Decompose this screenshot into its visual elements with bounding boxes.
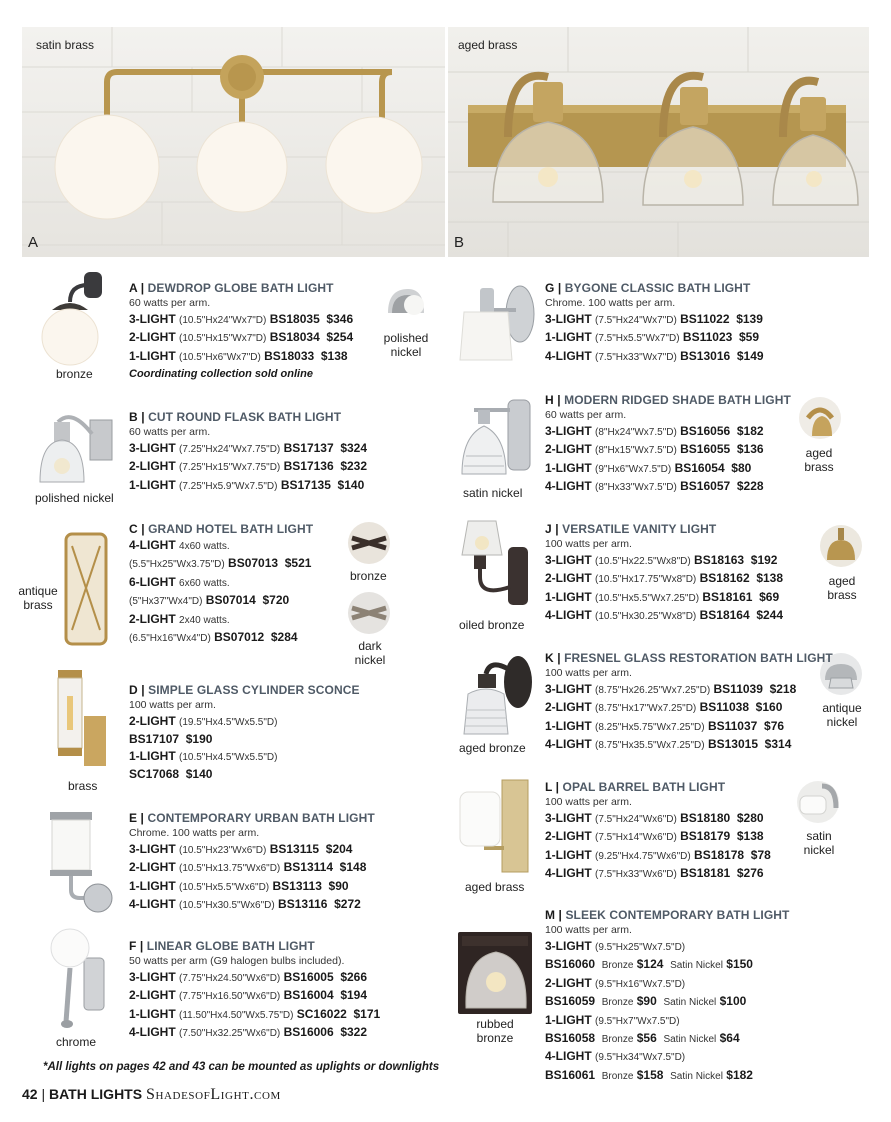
product-h-alt-finish-label: aged brass bbox=[804, 446, 834, 474]
product-k-name: FRESNEL GLASS RESTORATION BATH LIGHT bbox=[564, 651, 833, 665]
product-c-dark-nickel-swatch bbox=[346, 590, 392, 636]
product-e-option: 1-LIGHT (10.5"Hx5.5"Wx6"D) BS13113 $90 bbox=[129, 878, 349, 893]
product-h-option: 1-LIGHT (9"Hx6"Wx7.5"D) BS16054 $80 bbox=[545, 460, 752, 475]
product-l-option: 2-LIGHT (7.5"Hx14"Wx6"D) BS18179 $138 bbox=[545, 829, 764, 844]
product-c-alt-finish-label-1: bronze bbox=[350, 569, 387, 583]
product-d-row: BS17107 $190 bbox=[129, 732, 213, 747]
product-h-alt-finish-swatch bbox=[798, 396, 842, 440]
mounting-footnote: *All lights on pages 42 and 43 can be mounted as uplights or downlights bbox=[43, 1061, 440, 1073]
product-b-finish-label: polished nickel bbox=[35, 491, 114, 505]
product-d-image bbox=[52, 666, 110, 778]
product-f-option: 2-LIGHT (7.75"Hx16.50"Wx6"D) BS16004 $194 bbox=[129, 988, 368, 1003]
product-j-option: 4-LIGHT (10.5"Hx30.25"Wx8"D) BS18164 $244 bbox=[545, 608, 784, 623]
product-c-row: (5.5"Hx25"Wx3.75"D) BS07013 $521 bbox=[129, 556, 312, 571]
product-m bbox=[545, 907, 789, 1085]
product-m-wattage: 100 watts per arm. bbox=[545, 924, 632, 936]
product-l-finish-label: aged brass bbox=[465, 880, 525, 894]
product-d-row: 2-LIGHT (19.5"Hx4.5"Wx5.5"D) bbox=[129, 714, 278, 728]
product-c-finish-label: antique brass bbox=[18, 584, 58, 612]
flask-fixture-photo bbox=[448, 27, 869, 257]
product-k-option: 4-LIGHT (8.75"Hx35.5"Wx7.25"D) BS13015 $314 bbox=[545, 737, 792, 752]
product-j-finish-label: oiled bronze bbox=[459, 618, 525, 632]
product-b-wattage: 60 watts per arm. bbox=[129, 426, 211, 438]
product-m-row: BS16059 Bronze $90 Satin Nickel $100 bbox=[545, 994, 747, 1009]
dewdrop-fixture-photo bbox=[22, 27, 445, 257]
product-l bbox=[545, 779, 771, 884]
product-m-finish-label: rubbed bronze bbox=[476, 1017, 514, 1045]
product-l-wattage: 100 watts per arm. bbox=[545, 796, 632, 808]
product-j-name: VERSATILE VANITY LIGHT bbox=[562, 522, 717, 536]
product-j-image bbox=[456, 517, 536, 615]
product-g-option: 4-LIGHT (7.5"Hx33"Wx7"D) BS13016 $149 bbox=[545, 348, 764, 363]
product-l-alt-finish-swatch bbox=[796, 780, 840, 824]
product-k-option: 2-LIGHT (8.75"Hx17"Wx7.25"D) BS11038 $160 bbox=[545, 700, 783, 715]
product-a-option: 2-LIGHT (10.5"Hx15"Wx7"D) BS18034 $254 bbox=[129, 330, 354, 345]
product-h-option: 3-LIGHT (8"Hx24"Wx7.5"D) BS16056 $182 bbox=[545, 424, 764, 438]
product-f-letter: F | bbox=[129, 939, 144, 953]
product-e-letter: E | bbox=[129, 811, 144, 825]
product-l-letter: L | bbox=[545, 780, 560, 794]
product-h-option: 2-LIGHT (8"Hx15"Wx7.5"D) BS16055 $136 bbox=[545, 442, 764, 457]
product-g-letter: G | bbox=[545, 281, 562, 295]
product-h-finish-label: satin nickel bbox=[463, 486, 523, 500]
product-f-option: 1-LIGHT (11.50"Hx4.50"Wx5.75"D) SC16022 $171 bbox=[129, 1006, 381, 1021]
hero-image-a bbox=[22, 27, 445, 257]
product-f-image bbox=[46, 926, 108, 1034]
site-name: ShadesofLight.com bbox=[145, 1086, 281, 1103]
product-e-option: 3-LIGHT (10.5"Hx23"Wx6"D) BS13115 $204 bbox=[129, 842, 353, 856]
product-j-alt-finish-swatch bbox=[819, 524, 863, 568]
page-number: 42 bbox=[22, 1086, 38, 1102]
product-m-row: BS16058 Bronze $56 Satin Nickel $64 bbox=[545, 1031, 740, 1046]
hero-a-finish-caption: satin brass bbox=[36, 38, 95, 52]
product-c-letter: C | bbox=[129, 522, 145, 536]
product-k-option: 1-LIGHT (8.25"Hx5.75"Wx7.25"D) BS11037 $76 bbox=[545, 718, 785, 733]
product-c-image bbox=[62, 530, 110, 648]
product-b-letter: B | bbox=[129, 410, 145, 424]
product-g bbox=[545, 280, 764, 366]
product-f-name: LINEAR GLOBE BATH LIGHT bbox=[146, 939, 315, 953]
product-c-row: 6-LIGHT 6x60 watts. bbox=[129, 574, 230, 589]
section-title: BATH LIGHTS bbox=[49, 1086, 143, 1102]
product-g-name: BYGONE CLASSIC BATH LIGHT bbox=[564, 281, 751, 295]
product-m-row: 1-LIGHT (9.5"Hx7"Wx7.5"D) bbox=[545, 1012, 680, 1027]
product-j-option: 2-LIGHT (10.5"Hx17.75"Wx8"D) BS18162 $138 bbox=[545, 571, 784, 586]
product-m-row: 4-LIGHT (9.5"Hx34"Wx7.5"D) bbox=[545, 1049, 686, 1064]
product-e-option: 4-LIGHT (10.5"Hx30.5"Wx6"D) BS13116 $272 bbox=[129, 897, 361, 912]
product-f-option: 4-LIGHT (7.50"Hx32.25"Wx6"D) BS16006 $322 bbox=[129, 1025, 368, 1040]
product-b-option: 3-LIGHT (7.25"Hx24"Wx7.75"D) BS17137 $324 bbox=[129, 441, 368, 455]
product-k-option: 3-LIGHT (8.75"Hx26.25"Wx7.25"D) BS11039 $218 bbox=[545, 682, 797, 696]
product-l-alt-finish-label: satin nickel bbox=[803, 829, 835, 857]
product-a-alt-finish-label: polished nickel bbox=[383, 331, 429, 359]
hero-b-finish-caption: aged brass bbox=[458, 38, 518, 52]
product-c-alt-finish-label-2: dark nickel bbox=[354, 639, 386, 667]
product-h-name: MODERN RIDGED SHADE BATH LIGHT bbox=[564, 393, 791, 407]
product-e-option: 2-LIGHT (10.5"Hx13.75"Wx6"D) BS13114 $148 bbox=[129, 860, 367, 875]
product-c-name: GRAND HOTEL BATH LIGHT bbox=[148, 522, 314, 536]
product-g-option: 3-LIGHT (7.5"Hx24"Wx7"D) BS11022 $139 bbox=[545, 312, 763, 326]
product-m-row: BS16060 Bronze $124 Satin Nickel $150 bbox=[545, 957, 753, 972]
hero-image-b bbox=[448, 27, 869, 257]
product-j bbox=[545, 521, 783, 626]
product-m-row: 3-LIGHT (9.5"Hx25"Wx7.5"D) bbox=[545, 939, 686, 953]
product-a-letter: A | bbox=[129, 281, 145, 295]
product-k bbox=[545, 650, 833, 755]
product-a bbox=[129, 280, 353, 382]
product-k-image bbox=[456, 652, 536, 738]
product-e-wattage: Chrome. 100 watts per arm. bbox=[129, 827, 260, 839]
product-l-option: 4-LIGHT (7.5"Hx33"Wx6"D) BS18181 $276 bbox=[545, 866, 764, 881]
product-d-row: SC17068 $140 bbox=[129, 767, 213, 782]
product-f-wattage: 50 watts per arm (G9 halogen bulbs included). bbox=[129, 955, 345, 967]
product-h-letter: H | bbox=[545, 393, 561, 407]
product-j-letter: J | bbox=[545, 522, 559, 536]
product-f bbox=[129, 938, 380, 1043]
product-k-wattage: 100 watts per arm. bbox=[545, 667, 632, 679]
product-c-bronze-swatch bbox=[346, 520, 392, 566]
product-b-option: 1-LIGHT (7.25"Hx5.9"Wx7.5"D) BS17135 $140 bbox=[129, 477, 365, 492]
product-k-finish-label: aged bronze bbox=[459, 741, 526, 755]
product-d-letter: D | bbox=[129, 683, 145, 697]
product-h-image bbox=[456, 396, 536, 480]
product-l-name: OPAL BARREL BATH LIGHT bbox=[562, 780, 726, 794]
product-m-row: 2-LIGHT (9.5"Hx16"Wx7.5"D) bbox=[545, 975, 686, 990]
product-j-alt-finish-label: aged brass bbox=[827, 574, 857, 602]
product-d-finish-label: brass bbox=[68, 779, 98, 793]
product-b-name: CUT ROUND FLASK BATH LIGHT bbox=[148, 410, 342, 424]
product-b-option: 2-LIGHT (7.25"Hx15"Wx7.75"D) BS17136 $232 bbox=[129, 459, 368, 474]
product-j-wattage: 100 watts per arm. bbox=[545, 538, 632, 550]
product-a-finish-label: bronze bbox=[56, 367, 93, 381]
page-footer bbox=[22, 1086, 281, 1104]
product-c-row: (5"Hx37"Wx4"D) BS07014 $720 bbox=[129, 593, 290, 608]
product-a-name: DEWDROP GLOBE BATH LIGHT bbox=[147, 281, 334, 295]
product-m-row: BS16061 Bronze $158 Satin Nickel $182 bbox=[545, 1067, 753, 1082]
product-f-finish-label: chrome bbox=[56, 1035, 97, 1049]
product-l-image bbox=[456, 778, 536, 876]
product-d bbox=[129, 682, 360, 783]
product-k-alt-finish-label: antique nickel bbox=[822, 701, 862, 729]
product-a-option: 3-LIGHT (10.5"Hx24"Wx7"D) BS18035 $346 bbox=[129, 312, 354, 326]
product-a-option: 1-LIGHT (10.5"Hx6"Wx7"D) BS18033 $138 bbox=[129, 348, 348, 363]
product-c-row: (6.5"Hx16"Wx4"D) BS07012 $284 bbox=[129, 630, 298, 645]
product-m-name: SLEEK CONTEMPORARY BATH LIGHT bbox=[565, 908, 790, 922]
product-j-option: 3-LIGHT (10.5"Hx22.5"Wx8"D) BS18163 $192 bbox=[545, 553, 778, 567]
product-c-row: 2-LIGHT 2x40 watts. bbox=[129, 611, 230, 626]
product-a-image bbox=[40, 270, 106, 368]
footer-divider: | bbox=[41, 1086, 46, 1102]
product-m-letter: M | bbox=[545, 908, 562, 922]
hero-a-letter: A bbox=[28, 234, 39, 251]
product-g-image bbox=[452, 282, 538, 364]
product-h-wattage: 60 watts per arm. bbox=[545, 409, 627, 421]
product-e-image bbox=[46, 810, 116, 914]
product-j-option: 1-LIGHT (10.5"Hx5.5"Wx7.25"D) BS18161 $69 bbox=[545, 589, 780, 604]
product-h-option: 4-LIGHT (8"Hx33"Wx7.5"D) BS16057 $228 bbox=[545, 479, 764, 494]
product-a-alt-finish-swatch bbox=[384, 283, 428, 317]
product-a-wattage: 60 watts per arm. bbox=[129, 297, 211, 309]
product-e bbox=[129, 810, 375, 915]
product-l-option: 3-LIGHT (7.5"Hx24"Wx6"D) BS18180 $280 bbox=[545, 811, 764, 825]
product-e-name: CONTEMPORARY URBAN BATH LIGHT bbox=[147, 811, 375, 825]
product-g-wattage: Chrome. 100 watts per arm. bbox=[545, 297, 676, 309]
product-g-option: 1-LIGHT (7.5"Hx5.5"Wx7"D) BS11023 $59 bbox=[545, 330, 760, 345]
product-c-row: 4-LIGHT 4x60 watts. bbox=[129, 538, 230, 552]
product-d-name: SIMPLE GLASS CYLINDER SCONCE bbox=[148, 683, 360, 697]
hero-b-letter: B bbox=[454, 234, 465, 251]
product-b bbox=[129, 409, 367, 495]
product-m-image bbox=[456, 928, 536, 1018]
product-d-row: 1-LIGHT (10.5"Hx4.5"Wx5.5"D) bbox=[129, 748, 278, 763]
product-k-letter: K | bbox=[545, 651, 561, 665]
product-d-wattage: 100 watts per arm. bbox=[129, 699, 216, 711]
product-l-option: 1-LIGHT (9.25"Hx4.75"Wx6"D) BS18178 $78 bbox=[545, 847, 771, 862]
product-b-image bbox=[36, 404, 120, 492]
product-a-note: Coordinating collection sold online bbox=[129, 368, 313, 381]
product-f-option: 3-LIGHT (7.75"Hx24.50"Wx6"D) BS16005 $266 bbox=[129, 970, 368, 984]
product-h bbox=[545, 392, 791, 497]
product-c bbox=[129, 521, 313, 647]
